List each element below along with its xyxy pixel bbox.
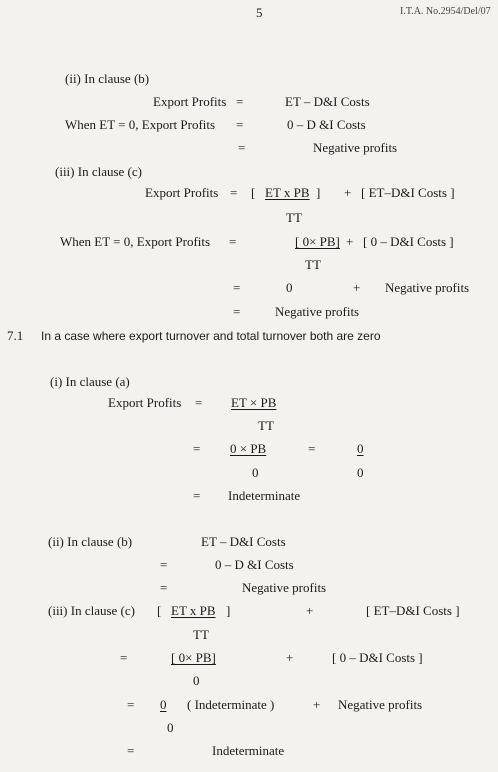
result-text: Indeterminate: [212, 743, 285, 758]
open-bracket: [: [251, 185, 256, 200]
formula-expression: ET – D&I Costs: [285, 94, 370, 109]
fraction-denominator: 0: [357, 465, 364, 480]
clause-b-heading: (ii) In clause (b): [65, 71, 150, 86]
clause-a-heading: (i) In clause (a): [50, 374, 130, 389]
export-profits-label: Export Profits: [108, 395, 182, 410]
equals-sign: =: [238, 140, 246, 155]
equals-sign: =: [236, 117, 244, 132]
result-text: Negative profits: [242, 580, 327, 595]
result-text: Negative profits: [313, 140, 398, 155]
result-text: Negative profits: [338, 697, 423, 712]
equals-sign: =: [233, 304, 241, 319]
plus-sign: +: [346, 234, 354, 249]
fraction-denominator: TT: [193, 627, 209, 642]
fraction-denominator: TT: [305, 257, 321, 272]
plus-sign: +: [344, 185, 352, 200]
close-bracket: ]: [316, 185, 321, 200]
equals-sign: =: [236, 94, 244, 109]
formula-expression: 0 – D &I Costs: [215, 557, 294, 572]
page-number: 5: [256, 5, 263, 20]
fraction-numerator: ET x PB: [265, 185, 310, 200]
when-et-zero-label: When ET = 0, Export Profits: [60, 234, 211, 249]
equals-sign: =: [193, 488, 201, 503]
equals-sign: =: [308, 441, 316, 456]
fraction-denominator: TT: [258, 418, 274, 433]
fraction-denominator: TT: [286, 210, 302, 225]
when-et-zero-label: When ET = 0, Export Profits: [65, 117, 216, 132]
plus-sign: +: [286, 650, 294, 665]
equals-sign: =: [120, 650, 128, 665]
formula-expression: [ ET–D&I Costs ]: [366, 603, 460, 618]
paragraph-text: In a case where export turnover and total turnover both are zero: [41, 329, 381, 343]
equals-sign: =: [160, 580, 168, 595]
fraction-numerator: 0: [357, 441, 364, 456]
fraction-denominator: 0: [193, 673, 200, 688]
close-bracket: ]: [226, 603, 231, 618]
fraction-numerator: 0: [160, 697, 167, 712]
indeterminate-note: ( Indeterminate ): [187, 697, 275, 712]
clause-c-heading: (iii) In clause (c): [48, 603, 135, 618]
paragraph-number: 7.1: [7, 328, 24, 343]
export-profits-label: Export Profits: [153, 94, 227, 109]
plus-sign: +: [313, 697, 321, 712]
open-bracket: [: [157, 603, 162, 618]
formula-expression: 0 – D &I Costs: [287, 117, 366, 132]
result-text: Negative profits: [385, 280, 470, 295]
fraction-denominator: 0: [252, 465, 259, 480]
clause-c-heading: (iii) In clause (c): [55, 164, 142, 179]
equals-sign: =: [127, 697, 135, 712]
zero-value: 0: [286, 280, 293, 295]
fraction-denominator: 0: [167, 720, 174, 735]
fraction-numerator: 0 × PB: [230, 441, 267, 456]
formula-expression: [ 0 – D&I Costs ]: [363, 234, 454, 249]
equals-sign: =: [230, 185, 238, 200]
fraction-numerator: [ 0× PB]: [171, 650, 216, 665]
plus-sign: +: [353, 280, 361, 295]
fraction-numerator: ET x PB: [171, 603, 216, 618]
fraction-numerator: [ 0× PB]: [295, 234, 340, 249]
plus-sign: +: [306, 603, 314, 618]
fraction-numerator: ET × PB: [231, 395, 277, 410]
result-text: Indeterminate: [228, 488, 301, 503]
equals-sign: =: [160, 557, 168, 572]
case-reference: I.T.A. No.2954/Del/07: [400, 6, 491, 17]
equals-sign: =: [229, 234, 237, 249]
equals-sign: =: [233, 280, 241, 295]
equals-sign: =: [127, 743, 135, 758]
formula-expression: ET – D&I Costs: [201, 534, 286, 549]
formula-expression: [ 0 – D&I Costs ]: [332, 650, 423, 665]
formula-expression: [ ET–D&I Costs ]: [361, 185, 455, 200]
equals-sign: =: [193, 441, 201, 456]
equals-sign: =: [195, 395, 203, 410]
clause-b-heading: (ii) In clause (b): [48, 534, 133, 549]
result-text: Negative profits: [275, 304, 360, 319]
export-profits-label: Export Profits: [145, 185, 219, 200]
